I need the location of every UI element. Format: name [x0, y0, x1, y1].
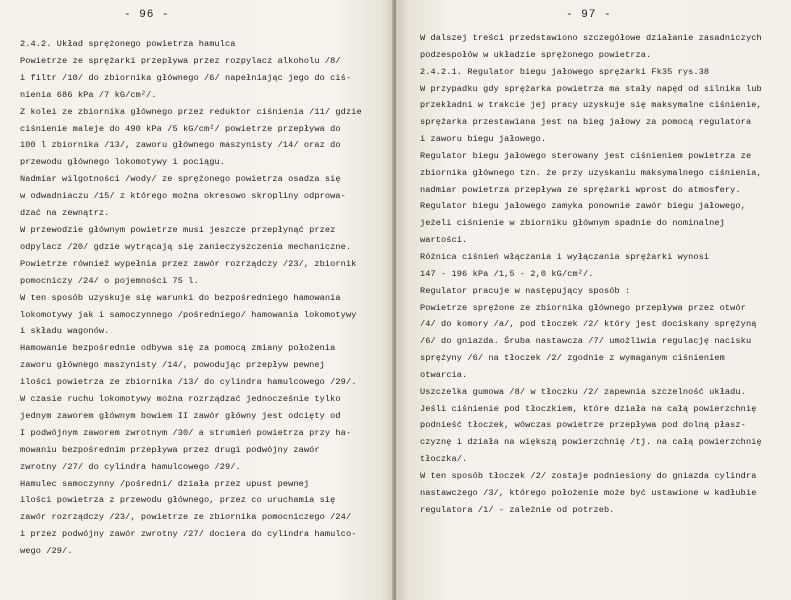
right-page-text: [420, 30, 783, 518]
page-number: - 96 -: [124, 9, 170, 21]
text-line: Hamowanie bezpośrednie odbywa się za pomocą zmiany położenia: [20, 343, 336, 354]
text-line: wartości.: [420, 235, 468, 246]
text-line: Jeśli ciśnienie pod tłoczkiem, które działa na całą powierzchnię: [420, 403, 757, 414]
text-line: 2.4.2.1. Regulator biegu jałowego sprężarki Fk35 rys.38: [420, 66, 710, 77]
text-line: przekładni w trakcie jej pracy uzyskuje się maksymalne ciśnienie,: [420, 100, 762, 111]
text-line: tłoczka/.: [420, 454, 468, 465]
text-line: regulatora /1/ - zależnie od potrzeb.: [420, 504, 615, 515]
text-line: Regulator biegu jałowego sterowany jest ciśnieniem powietrza ze: [420, 150, 752, 161]
text-line: W przypadku gdy sprężarka powietrza ma stały napęd od silnika lub: [420, 83, 762, 94]
text-line: Powietrze również wypełnia przez zawór rozrządczy /23/, zbiornik: [20, 258, 357, 269]
text-line: 100 l zbiornika /13/, zaworu głównego maszynisty /14/ oraz do: [20, 140, 341, 151]
page-number: - 97 -: [566, 9, 612, 21]
text-line: zaworu głównego maszynisty /14/, powodując przepływ pewnej: [20, 360, 325, 371]
text-line: Regulator biegu jałowego zamyka ponownie zawór biegu jałowego,: [420, 201, 746, 212]
text-line: nastawczego /3/, którego położenie może być ustawione w kadłubie: [420, 487, 757, 498]
text-line: jednym zaworem głównym bowiem II zawór główny jest odcięty od: [20, 410, 341, 421]
text-line: I podwójnym zaworem zwrotnym /30/ a strumień powietrza przy ha-: [20, 427, 352, 438]
text-line: mowaniu bezpośrednim przepływa przez drugi podwójny zawór: [20, 444, 320, 455]
text-line: odpylacz /20/ gdzie wytrącają się zanieczyszczenia mechaniczne.: [20, 241, 352, 252]
text-line: ilości powietrza z przewodu głównego, przez co uruchamia się: [20, 495, 336, 506]
right-page: [396, 0, 791, 600]
text-line: zawór rozrządczy /23/, powietrze ze zbiornika pomocniczego /24/: [20, 512, 352, 523]
text-line: W czasie ruchu lokomotywy można rozrządzać jednocześnie tylko: [20, 394, 341, 405]
left-page: [0, 0, 394, 600]
text-line: nienia 686 kPa /7 kG/cm²/.: [20, 89, 157, 100]
text-line: przewodu głównego lokomotywy i pociągu.: [20, 157, 226, 168]
text-line: Hamulec samoczynny /pośredni/ działa przez upust pewnej: [20, 478, 310, 489]
text-line: Powietrze ze sprężarki przepływa przez rozpylacz alkoholu /8/: [20, 55, 341, 66]
text-line: dzać na zewnątrz.: [20, 208, 110, 219]
text-line: W przewodzie głównym powietrze musi jeszcze przepłynąć przez: [20, 224, 336, 235]
text-line: W dalszej treści przedstawiono szczegółowe działanie zasadniczych: [420, 33, 762, 43]
text-line: jeżeli ciśnienie w zbiorniku głównym spadnie do nominalnej: [420, 218, 725, 229]
text-line: i przez podwójny zawór zwrotny /27/ dociera do cylindra hamulco-: [20, 529, 357, 540]
text-line: pomocniczy /24/ o pojemności 75 l.: [20, 275, 199, 286]
text-line: ciśnienie maleje do 490 kPa /5 kG/cm²/ powietrze przepływa do: [20, 123, 341, 134]
text-line: Uszczelka gumowa /8/ w tłoczku /2/ zapewnia szczelność układu.: [420, 386, 746, 397]
left-page-text: [20, 36, 384, 560]
text-line: nadmiar powietrza przepływa ze sprężarki wprost do atmosfery.: [420, 184, 741, 195]
text-line: 147 - 196 kPa /1,5 - 2,0 kG/cm²/.: [420, 268, 594, 279]
text-line: zbiornika głównego tzn. że przy uzyskaniu maksymalnego ciśnienia,: [420, 167, 762, 178]
text-line: podzespołów w układzie sprężonego powietrza.: [420, 49, 652, 60]
text-line: i filtr /10/ do zbiornika głównego /6/ napełniając jego do ciś-: [20, 72, 352, 83]
text-line: /4/ do komory /a/, pod tłoczek /2/ który jest dociskany sprężyną: [420, 319, 757, 330]
text-line: zwrotny /27/ do cylindra hamulcowego /29/.: [20, 461, 241, 472]
text-line: ilości powietrza ze zbiornika /13/ do cylindra hamulcowego /29/.: [20, 377, 357, 388]
text-line: sprężarka przestawiana jest na bieg jałowy za pomocą regulatora: [420, 117, 752, 128]
text-line: /6/ do gniazda. Śruba nastawcza /7/ umożliwia regulację nacisku: [420, 336, 752, 347]
text-line: w odwadniaczu /15/ z którego można okresowo skropliny odprowa-: [20, 191, 346, 202]
text-line: Powietrze sprężone ze zbiornika głównego przepływa przez otwór: [420, 302, 746, 313]
text-line: sprężyny /6/ na tłoczek /2/ zgodnie z wymaganym ciśnieniem: [420, 353, 725, 364]
text-line: Różnica ciśnień włączania i wyłączania sprężarki wynosi: [420, 251, 710, 262]
text-line: Nadmiar wilgotności /wody/ ze sprężonego powietrza osadza się: [20, 174, 341, 185]
text-line: lokomotywy jak i samoczynnego /pośredniego/ hamowania lokomotywy: [20, 309, 357, 320]
text-line: 2.4.2. Układ sprężonego powietrza hamulca: [20, 39, 236, 49]
text-line: podnieść tłoczek, wówczas powietrze przepływa pod dolną płasz-: [420, 420, 746, 431]
text-line: Z kolei ze zbiornika głównego przez reduktor ciśnienia /11/ gdzie: [20, 106, 362, 117]
text-line: i zaworu biegu jałowego.: [420, 134, 547, 145]
text-line: W ten sposób uzyskuje się warunki do bezpośredniego hamowania: [20, 292, 341, 303]
text-line: W ten sposób tłoczek /2/ zostaje podniesiony do gniazda cylindra: [420, 470, 757, 481]
text-line: i składu wagonów.: [20, 326, 110, 337]
text-line: czyznę i działa na większą powierzchnię /tj. na całą powierzchnię: [420, 437, 762, 448]
text-line: wego /29/.: [20, 546, 73, 557]
text-line: Regulator pracuje w następujący sposób :: [420, 285, 631, 296]
text-line: otwarcia.: [420, 369, 468, 380]
